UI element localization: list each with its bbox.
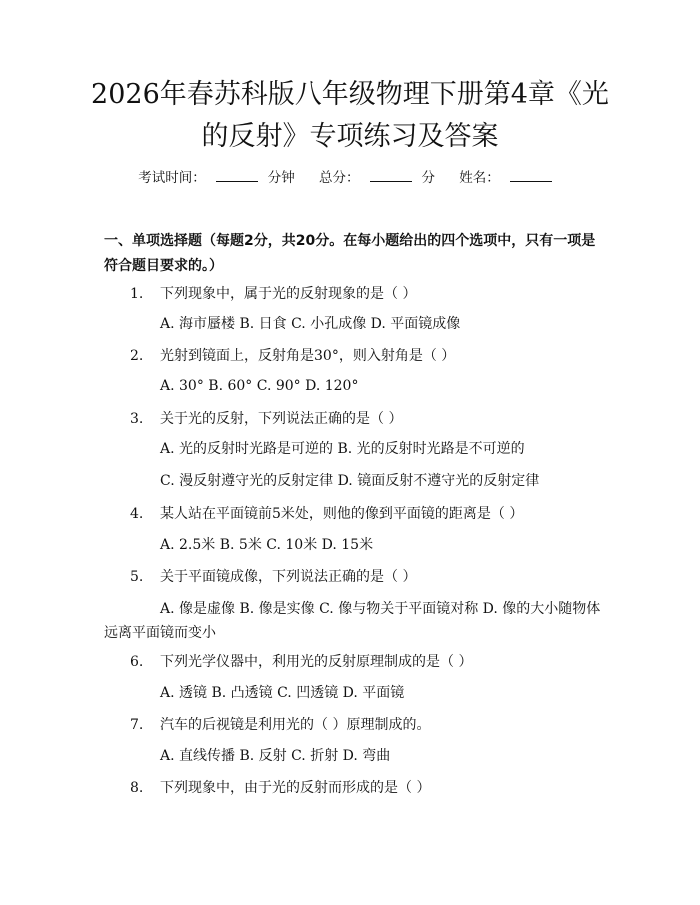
question-6-options (104, 681, 604, 705)
question-stem: 关于平面镜成像，下列说法正确的是（ ） (160, 569, 417, 585)
option-line: A. 光的反射时光路是可逆的 B. 光的反射时光路是不可逆的 (160, 441, 525, 457)
time-field (138, 170, 295, 186)
question-number: 2. (130, 348, 144, 364)
question-stem: 关于光的反射，下列说法正确的是（ ） (160, 411, 403, 427)
question-stem: 下列光学仪器中，利用光的反射原理制成的是（ ） (160, 654, 473, 670)
name-field (459, 170, 562, 186)
exam-meta (0, 168, 700, 188)
question-stem: 某人站在平面镜前5米处，则他的像到平面镜的距离是（ ） (160, 506, 524, 522)
time-label: 考试时间： (138, 170, 206, 186)
option-line: C. 漫反射遵守光的反射定律 D. 镜面反射不遵守光的反射定律 (160, 473, 540, 489)
score-field (319, 170, 435, 186)
title-line-1: 2026年春苏科版八年级物理下册第4章《光 (91, 79, 609, 110)
question-stem: 下列现象中，由于光的反射而形成的是（ ） (160, 780, 431, 796)
question-7-options (104, 744, 604, 768)
name-label: 姓名： (459, 170, 500, 186)
score-label: 总分： (319, 170, 360, 186)
question-3-options-b (104, 469, 604, 493)
question-5-options (104, 597, 604, 645)
page-title (60, 74, 640, 158)
option-line: A. 透镜 B. 凸透镜 C. 凹透镜 D. 平面镜 (160, 685, 405, 701)
question-4-options (104, 533, 604, 557)
option-line: A. 30° B. 60° C. 90° D. 120° (160, 378, 359, 394)
title-line-2: 的反射》专项练习及答案 (201, 121, 499, 152)
option-line: A. 像是虚像 B. 像是实像 C. 像与物关于平面镜对称 D. 像的大小随物体远离平面镜而变小 (104, 601, 601, 641)
option-line: A. 海市蜃楼 B. 日食 C. 小孔成像 D. 平面镜成像 (160, 316, 461, 332)
question-1-options (104, 312, 604, 336)
question-3-options-a (104, 437, 604, 461)
question-2-options (104, 374, 604, 398)
question-number: 3. (130, 411, 144, 427)
option-line: A. 2.5米 B. 5米 C. 10米 D. 15米 (160, 537, 374, 553)
question-number: 6. (130, 654, 144, 670)
question-stem: 光射到镜面上，反射角是30°，则入射角是（ ） (160, 348, 456, 364)
question-number: 5. (130, 569, 144, 585)
question-number: 1. (130, 286, 144, 302)
question-stem: 下列现象中，属于光的反射现象的是（ ） (160, 286, 417, 302)
score-blank (370, 169, 412, 182)
option-line: A. 直线传播 B. 反射 C. 折射 D. 弯曲 (160, 748, 391, 764)
question-number: 4. (130, 506, 144, 522)
question-number: 7. (130, 717, 144, 733)
question-stem: 汽车的后视镜是利用光的（ ）原理制成的。 (160, 717, 431, 733)
section-title: 一、单项选择题（每题2分，共20分。在每小题给出的四个选项中，只有一项是符合题目要求的。） (104, 233, 596, 274)
score-unit: 分 (421, 170, 435, 186)
name-blank (510, 169, 552, 182)
time-blank (216, 169, 258, 182)
time-unit: 分钟 (267, 170, 295, 186)
question-number: 8. (130, 780, 144, 796)
